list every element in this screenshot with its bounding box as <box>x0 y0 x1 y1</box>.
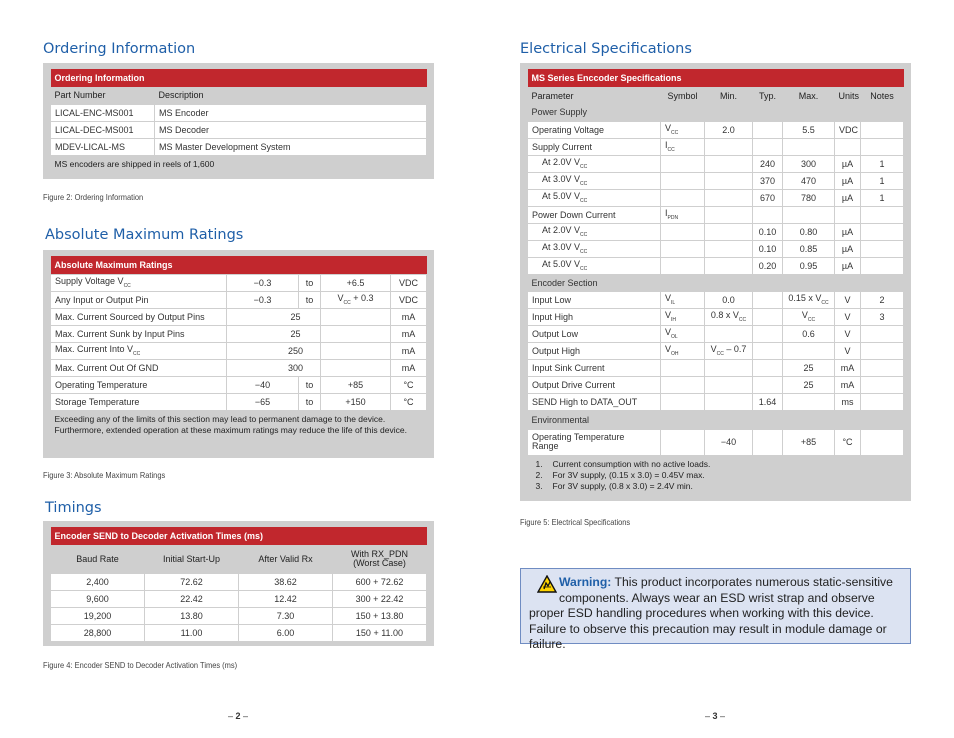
col-notes: Notes <box>861 87 904 104</box>
min-cell: −0.3 <box>227 274 299 291</box>
min-cell: −0.3 <box>227 291 299 308</box>
elec-notes <box>528 455 904 495</box>
table-row <box>528 325 904 342</box>
elec-table-box <box>520 63 911 501</box>
table-row <box>51 359 427 376</box>
unit-cell: µA <box>835 189 861 206</box>
absmax-note: Exceeding any of the limits of this section may lead to permanent damage to the device. Furthermore, extended operation at these maximum ratings may reduce the life of this device. <box>54 413 407 435</box>
unit-cell: µA <box>835 172 861 189</box>
table-row <box>528 342 904 359</box>
max-cell: +85 <box>783 429 835 455</box>
table-row <box>528 121 904 138</box>
table-row <box>51 138 427 155</box>
table-row <box>528 429 904 455</box>
max-cell: 25 <box>783 359 835 376</box>
table-row <box>528 257 904 274</box>
min-cell: −40 <box>227 376 299 393</box>
param-cell: At 5.0V $V_{CC}$ <box>528 189 661 206</box>
param-cell: Max. Current Sourced by Output Pins <box>51 308 227 325</box>
note-cell: 1 <box>861 189 904 206</box>
max-cell: 25 <box>783 376 835 393</box>
max-cell: 0.80 <box>783 223 835 240</box>
value-cell: 300 <box>227 359 321 376</box>
unit-cell: VDC <box>391 274 427 291</box>
note-cell: 3 <box>861 308 904 325</box>
table-row <box>51 624 427 641</box>
max-cell: 470 <box>783 172 835 189</box>
rxpdn-cell: 600 + 72.62 <box>333 573 427 590</box>
col-symbol: Symbol <box>661 87 705 104</box>
absmax-table-title: Absolute Maximum Ratings <box>51 256 427 274</box>
col-min: Min. <box>705 87 753 104</box>
col-part-number: Part Number <box>51 87 155 104</box>
value-cell: 25 <box>227 325 321 342</box>
max-cell: 0.6 <box>783 325 835 342</box>
symbol-cell: $I_{CC}$ <box>661 138 705 155</box>
baud-cell: 9,600 <box>51 590 145 607</box>
unit-cell: µA <box>835 257 861 274</box>
elec-heading: Electrical Specifications <box>520 41 692 57</box>
ordering-table-box <box>43 63 434 179</box>
unit-cell: °C <box>391 393 427 410</box>
table-row <box>528 189 904 206</box>
unit-cell: mA <box>391 342 427 359</box>
col-after-valid-rx: After Valid Rx <box>239 545 333 573</box>
symbol-cell: $V_{IH}$ <box>661 308 705 325</box>
unit-cell: °C <box>391 376 427 393</box>
unit-cell: V <box>835 308 861 325</box>
unit-cell: mA <box>835 359 861 376</box>
absmax-table-box <box>43 250 434 458</box>
baud-cell: 28,800 <box>51 624 145 641</box>
table-row <box>51 291 427 308</box>
to-cell: to <box>299 393 321 410</box>
description-cell: MS Master Development System <box>155 138 427 155</box>
unit-cell: µA <box>835 155 861 172</box>
unit-cell: µA <box>835 223 861 240</box>
table-row <box>51 121 427 138</box>
min-cell: −40 <box>705 429 753 455</box>
list-item: 3. For 3V supply, (0.8 x 3.0) = 2.4V min. <box>535 480 693 491</box>
ordering-note: MS encoders are shipped in reels of 1,600 <box>54 158 215 169</box>
after-cell: 6.00 <box>239 624 333 641</box>
table-row <box>51 308 427 325</box>
max-cell: 0.95 <box>783 257 835 274</box>
param-cell: At 2.0V $V_{CC}$ <box>528 223 661 240</box>
timings-table-title: Encoder SEND to Decoder Activation Times (ms) <box>51 527 427 545</box>
value-cell: 25 <box>227 308 321 325</box>
to-cell: to <box>299 291 321 308</box>
list-item: 2. For 3V supply, (0.15 x 3.0) = 0.45V max. <box>535 469 705 480</box>
section-encoder: Encoder Section <box>528 274 904 291</box>
max-cell: 300 <box>783 155 835 172</box>
param-cell: Supply Current <box>528 138 661 155</box>
after-cell: 7.30 <box>239 607 333 624</box>
param-cell: Output High <box>528 342 661 359</box>
unit-cell: µA <box>835 240 861 257</box>
ordering-table-title: Ordering Information <box>51 69 427 87</box>
absmax-table <box>50 256 427 439</box>
max-cell: +85 <box>321 376 391 393</box>
symbol-cell: $I_{PDN}$ <box>661 206 705 223</box>
warning-label: Warning: <box>559 575 612 589</box>
rxpdn-cell: 300 + 22.42 <box>333 590 427 607</box>
table-row <box>51 342 427 359</box>
col-description: Description <box>155 87 427 104</box>
symbol-cell: $V_{OL}$ <box>661 325 705 342</box>
note-cell: 1 <box>861 172 904 189</box>
timings-table-box <box>43 521 434 646</box>
typ-cell: 0.10 <box>753 240 783 257</box>
esd-warning-box <box>520 568 911 652</box>
section-environmental: Environmental <box>528 410 904 429</box>
typ-cell: 1.64 <box>753 393 783 410</box>
param-cell: Storage Temperature <box>51 393 227 410</box>
table-row <box>51 325 427 342</box>
initial-cell: 13.80 <box>145 607 239 624</box>
typ-cell: 240 <box>753 155 783 172</box>
unit-cell: V <box>835 325 861 342</box>
baud-cell: 19,200 <box>51 607 145 624</box>
col-typ: Typ. <box>753 87 783 104</box>
typ-cell: 0.10 <box>753 223 783 240</box>
unit-cell: V <box>835 291 861 308</box>
min-cell: 0.8 x $V_{CC}$ <box>705 308 753 325</box>
page-number-right: – 3 – <box>705 711 726 721</box>
figure-4-caption: Figure 4: Encoder SEND to Decoder Activation Times (ms) <box>43 660 238 670</box>
typ-cell: 670 <box>753 189 783 206</box>
param-cell: Operating Voltage <box>528 121 661 138</box>
param-cell: Input High <box>528 308 661 325</box>
col-with-rx-pdn: With RX_PDN (Worst Case) <box>333 545 427 573</box>
param-cell: Operating Temperature <box>51 376 227 393</box>
typ-cell: 370 <box>753 172 783 189</box>
param-cell: Input Low <box>528 291 661 308</box>
figure-3-caption: Figure 3: Absolute Maximum Ratings <box>43 470 166 480</box>
table-row <box>51 590 427 607</box>
col-initial-startup: Initial Start-Up <box>145 545 239 573</box>
elec-table <box>527 69 904 495</box>
symbol-cell: $V_{IL}$ <box>661 291 705 308</box>
table-row <box>528 376 904 393</box>
ordering-table <box>50 69 427 173</box>
table-row <box>528 206 904 223</box>
after-cell: 38.62 <box>239 573 333 590</box>
timings-table <box>50 527 427 642</box>
ordering-heading: Ordering Information <box>43 41 196 57</box>
to-cell: to <box>299 376 321 393</box>
elec-table-title: MS Series Enccoder Specifications <box>528 69 904 87</box>
part-number-cell: LICAL-DEC-MS001 <box>51 121 155 138</box>
unit-cell: mA <box>391 359 427 376</box>
esd-warning-icon <box>537 575 557 593</box>
unit-cell: mA <box>835 376 861 393</box>
figure-2-caption: Figure 2: Ordering Information <box>43 192 144 202</box>
symbol-cell: $V_{OH}$ <box>661 342 705 359</box>
table-row <box>51 376 427 393</box>
table-row <box>51 607 427 624</box>
col-units: Units <box>835 87 861 104</box>
unit-cell: mA <box>391 308 427 325</box>
max-cell: +6.5 <box>321 274 391 291</box>
description-cell: MS Encoder <box>155 104 427 121</box>
initial-cell: 72.62 <box>145 573 239 590</box>
unit-cell: mA <box>391 325 427 342</box>
table-row <box>51 104 427 121</box>
param-cell: Output Low <box>528 325 661 342</box>
max-cell: 780 <box>783 189 835 206</box>
param-cell: At 2.0V $V_{CC}$ <box>528 155 661 172</box>
param-cell: At 5.0V $V_{CC}$ <box>528 257 661 274</box>
param-cell: SEND High to DATA_OUT <box>528 393 661 410</box>
initial-cell: 22.42 <box>145 590 239 607</box>
table-row <box>528 172 904 189</box>
col-parameter: Parameter <box>528 87 661 104</box>
param-cell: Supply Voltage $V_{CC}$ <box>51 274 227 291</box>
unit-cell: VDC <box>391 291 427 308</box>
table-row <box>51 573 427 590</box>
unit-cell: ms <box>835 393 861 410</box>
max-cell: 0.85 <box>783 240 835 257</box>
section-power-supply: Power Supply <box>528 104 904 121</box>
after-cell: 12.42 <box>239 590 333 607</box>
max-cell: $V_{CC} + 0.3$ <box>321 291 391 308</box>
min-cell: −65 <box>227 393 299 410</box>
baud-cell: 2,400 <box>51 573 145 590</box>
param-cell: Max. Current Sunk by Input Pins <box>51 325 227 342</box>
param-cell: Output Drive Current <box>528 376 661 393</box>
rxpdn-cell: 150 + 11.00 <box>333 624 427 641</box>
min-cell: 0.0 <box>705 291 753 308</box>
max-cell: +150 <box>321 393 391 410</box>
part-number-cell: MDEV-LICAL-MS <box>51 138 155 155</box>
absmax-heading: Absolute Maximum Ratings <box>45 227 244 243</box>
param-cell: Input Sink Current <box>528 359 661 376</box>
min-cell: $V_{CC} - 0.7$ <box>705 342 753 359</box>
unit-cell: V <box>835 342 861 359</box>
table-row <box>528 393 904 410</box>
param-cell: Max. Current Out Of GND <box>51 359 227 376</box>
unit-cell: °C <box>835 429 861 455</box>
table-row <box>528 240 904 257</box>
table-row <box>51 393 427 410</box>
max-cell: $V_{CC}$ <box>783 308 835 325</box>
part-number-cell: LICAL-ENC-MS001 <box>51 104 155 121</box>
param-cell: Max. Current Into $V_{CC}$ <box>51 342 227 359</box>
max-cell: 5.5 <box>783 121 835 138</box>
initial-cell: 11.00 <box>145 624 239 641</box>
warning-text: This product incorporates numerous static-sensitive components. Always wear an ESD wrist strap and observe proper ESD handling procedures when working with this device. Failure to observe this precaution may result in module damage or failure. <box>529 575 893 652</box>
table-row <box>528 291 904 308</box>
symbol-cell: $V_{CC}$ <box>661 121 705 138</box>
param-cell: At 3.0V $V_{CC}$ <box>528 240 661 257</box>
col-baud-rate: Baud Rate <box>51 545 145 573</box>
max-cell: 0.15 x $V_{CC}$ <box>783 291 835 308</box>
param-cell: Operating Temperature Range <box>528 429 661 455</box>
to-cell: to <box>299 274 321 291</box>
param-cell: Any Input or Output Pin <box>51 291 227 308</box>
list-item: 1. Current consumption with no active loads. <box>535 458 711 469</box>
note-cell: 2 <box>861 291 904 308</box>
param-cell: At 3.0V $V_{CC}$ <box>528 172 661 189</box>
table-row <box>528 308 904 325</box>
rxpdn-cell: 150 + 13.80 <box>333 607 427 624</box>
unit-cell: VDC <box>835 121 861 138</box>
param-cell: Power Down Current <box>528 206 661 223</box>
table-row <box>51 274 427 291</box>
table-row <box>528 223 904 240</box>
page-number-left: – 2 – <box>228 711 249 721</box>
table-row <box>528 155 904 172</box>
timings-heading: Timings <box>45 500 102 516</box>
value-cell: 250 <box>227 342 321 359</box>
description-cell: MS Decoder <box>155 121 427 138</box>
table-row <box>528 138 904 155</box>
note-cell: 1 <box>861 155 904 172</box>
table-row <box>528 359 904 376</box>
typ-cell: 0.20 <box>753 257 783 274</box>
min-cell: 2.0 <box>705 121 753 138</box>
figure-5-caption: Figure 5: Electrical Specifications <box>520 517 631 527</box>
col-max: Max. <box>783 87 835 104</box>
